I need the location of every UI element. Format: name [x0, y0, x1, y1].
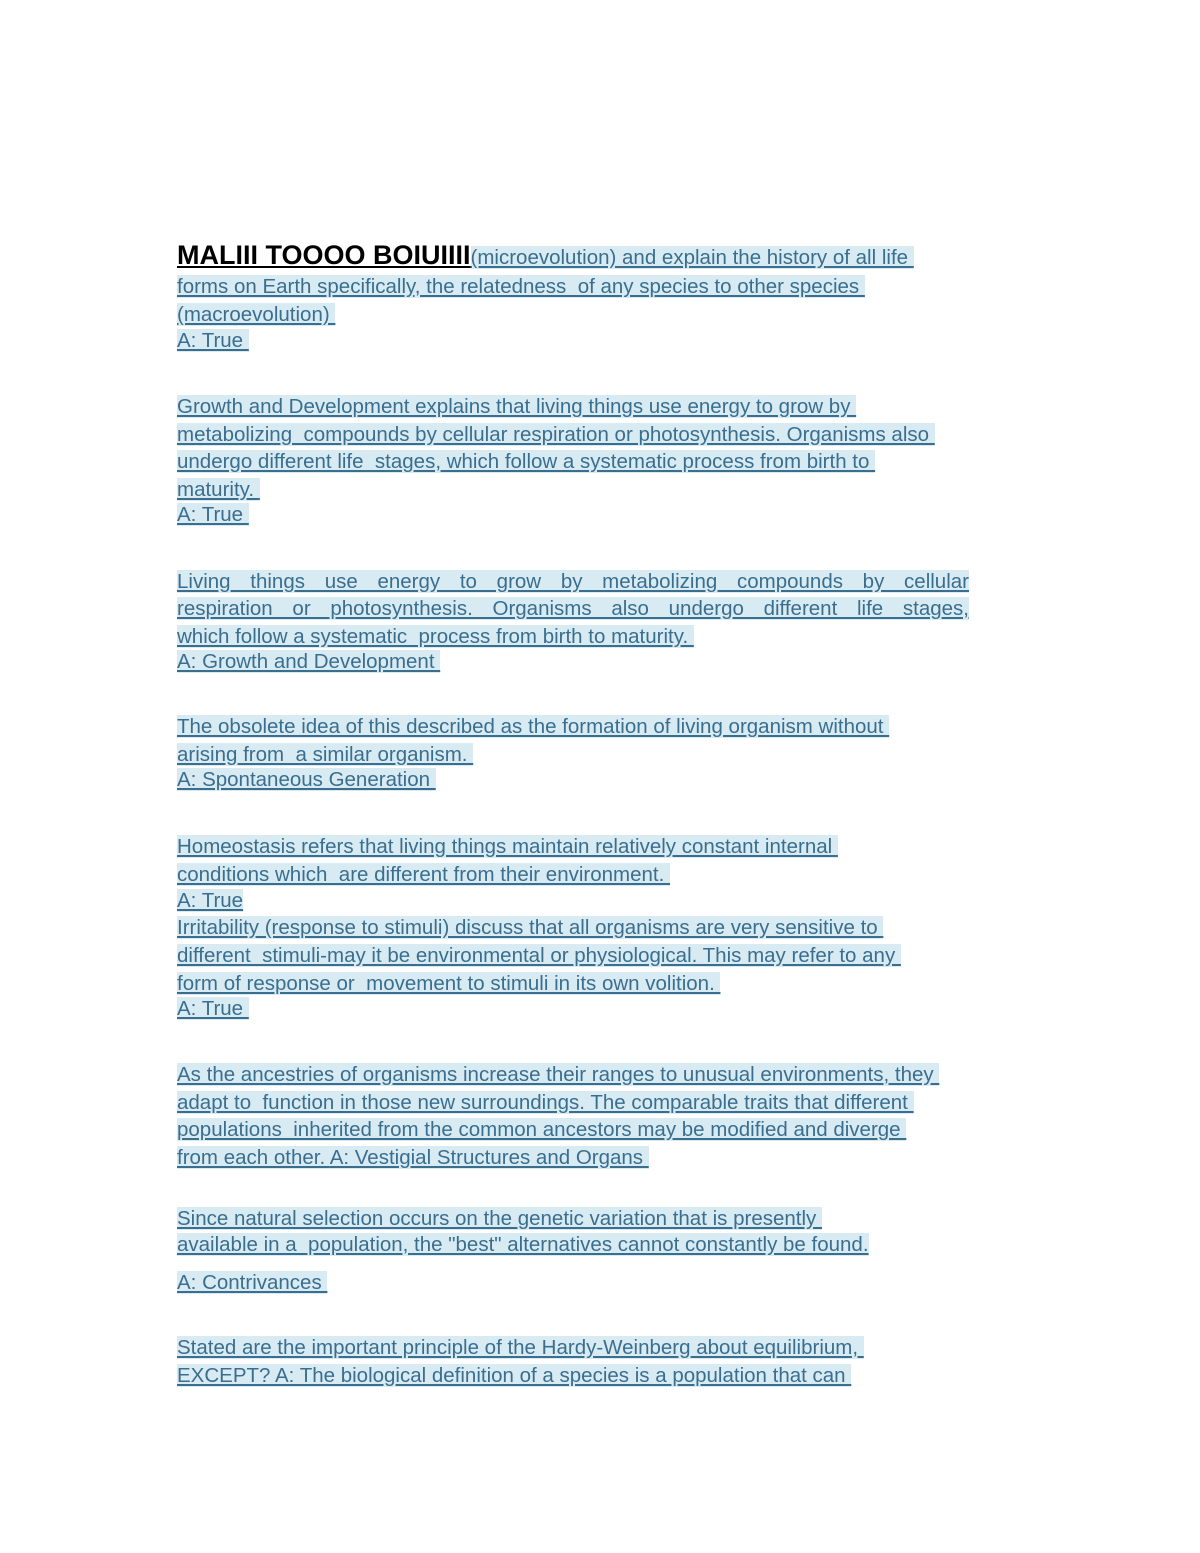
item-2-text: Growth and Development explains that living things use energy to grow by: [177, 395, 857, 418]
item-2-line-2: [177, 422, 935, 448]
item-8-line-2: [177, 1232, 869, 1258]
item-2-answer: [177, 502, 249, 528]
item-9-text: EXCEPT?: [177, 1364, 275, 1387]
item-9-text: Stated are the important principle of the Hardy-Weinberg about equilibrium,: [177, 1336, 864, 1359]
answer-text: A: True: [177, 997, 249, 1020]
item-1-text: forms on Earth specifically, the relatedness of any species to other species: [177, 275, 865, 298]
answer-text: A: True: [177, 889, 244, 912]
answer-text: A: The biological definition of a species is a population that can: [275, 1364, 852, 1387]
item-6-line-2: [177, 943, 901, 969]
item-7-text: As the ancestries of organisms increase their ranges to unusual environments, they: [177, 1063, 940, 1086]
item-1-line-3: [177, 302, 335, 328]
item-1-line-1: [177, 242, 914, 271]
answer-text: A: Growth and Development: [177, 650, 441, 673]
item-7-line-4: [177, 1145, 649, 1171]
item-6-line-3: [177, 971, 720, 997]
item-6-text: different stimuli-may it be environmental or physiological. This may refer to any: [177, 944, 901, 967]
item-7-line-1: [177, 1062, 939, 1088]
item-9-line-2: [177, 1363, 851, 1389]
item-5-text: Homeostasis refers that living things maintain relatively constant internal: [177, 835, 838, 858]
item-6-line-1: [177, 915, 883, 941]
item-8-line-1: [177, 1206, 822, 1232]
item-6-text: form of response or movement to stimuli in its own volition.: [177, 972, 721, 995]
item-3-text: which follow a systematic process from birth to maturity.: [177, 625, 694, 648]
item-7-text: from each other.: [177, 1146, 330, 1169]
item-2-line-3: [177, 449, 875, 475]
item-8-answer: [177, 1270, 327, 1296]
item-4-line-2: [177, 742, 473, 768]
item-2-text: maturity.: [177, 478, 260, 501]
item-3-text: Living things use energy to grow by metabolizing compounds by cellular: [177, 570, 969, 593]
document-title: MALIII TOOOO BOIUIIII: [177, 240, 471, 270]
item-7-line-2: [177, 1090, 914, 1116]
item-2-line-1: [177, 394, 856, 420]
item-2-text: metabolizing compounds by cellular respiration or photosynthesis. Organisms also: [177, 423, 935, 446]
answer-text: A: Spontaneous Generation: [177, 768, 436, 791]
item-1-answer: [177, 328, 249, 354]
item-5-line-2: [177, 862, 670, 888]
item-1-text: (macroevolution): [177, 303, 336, 326]
item-3-line-1: [177, 569, 969, 595]
answer-text: A: Contrivances: [177, 1271, 328, 1294]
item-4-text: arising from a similar organism.: [177, 743, 474, 766]
item-7-text: populations inherited from the common ancestors may be modified and diverge: [177, 1118, 907, 1141]
item-6-text: Irritability (response to stimuli) discuss that all organisms are very sensitive to: [177, 916, 884, 939]
item-3-text: respiration or photosynthesis. Organisms also undergo different life stages,: [177, 597, 969, 620]
item-1-text: (microevolution) and explain the history of all life: [470, 246, 914, 269]
item-2-text: undergo different life stages, which follow a systematic process from birth to: [177, 450, 876, 473]
item-7-text: adapt to function in those new surroundings. The comparable traits that different: [177, 1091, 914, 1114]
item-3-line-3: [177, 624, 694, 650]
item-2-line-4: [177, 477, 260, 503]
item-3-answer: [177, 649, 440, 675]
item-7-line-3: [177, 1117, 906, 1143]
item-4-text: The obsolete idea of this described as the formation of living organism without: [177, 715, 890, 738]
item-6-answer: [177, 996, 249, 1022]
item-9-line-1: [177, 1335, 864, 1361]
item-8-text: Since natural selection occurs on the genetic variation that is presently: [177, 1207, 822, 1230]
item-5-text: conditions which are different from their environment.: [177, 863, 671, 886]
item-5-answer: [177, 888, 243, 914]
item-5-line-1: [177, 834, 838, 860]
answer-text: A: True: [177, 329, 249, 352]
item-1-line-2: [177, 274, 865, 300]
item-8-text: available in a population, the "best" alternatives cannot constantly be found.: [177, 1233, 869, 1256]
item-4-line-1: [177, 714, 889, 740]
answer-text: A: Vestigial Structures and Organs: [329, 1146, 649, 1169]
item-3-line-2: [177, 596, 969, 622]
answer-text: A: True: [177, 503, 249, 526]
item-4-answer: [177, 767, 436, 793]
